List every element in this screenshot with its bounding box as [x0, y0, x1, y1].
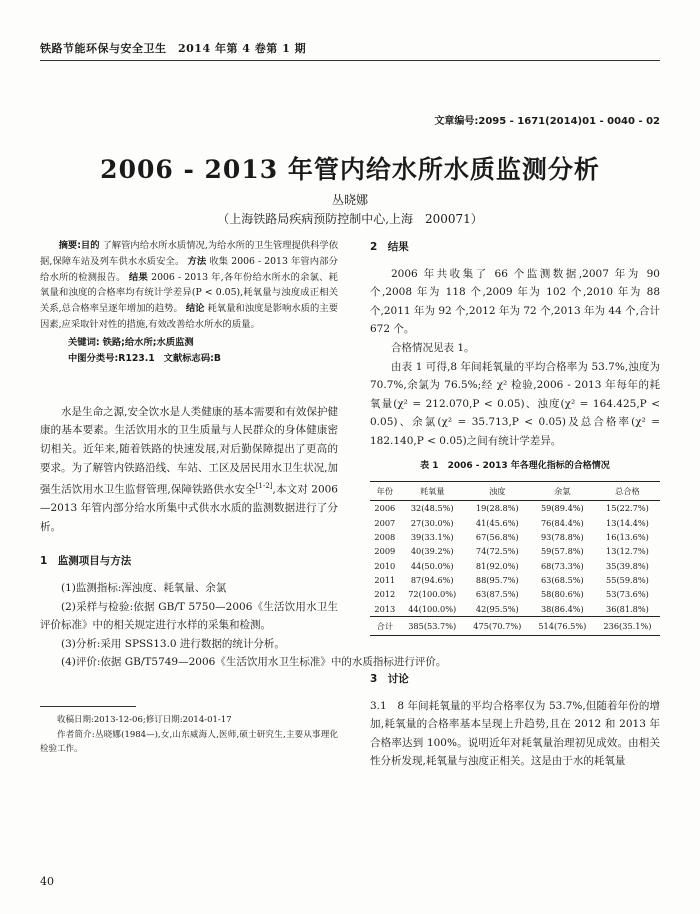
abstract — [40, 238, 338, 333]
abstract-result: 2006 - 2013 年,各年份给水所水的余氯、耗氧量和浊度的合格率均有统计学差异(P < 0.05),耗氧量与浊度成正相关关系,总合格率呈逐年增加的趋势。 — [40, 271, 338, 315]
classification — [40, 351, 338, 367]
table-row — [370, 516, 660, 530]
table-cell: 2013 — [374, 603, 396, 614]
table-cell: 32(48.5%) — [410, 503, 454, 514]
table-cell: 63(87.5%) — [475, 589, 519, 600]
table-cell: 2010 — [374, 560, 396, 571]
method-item-3: (3)分析:采用 SPSS13.0 进行数据的统计分析。 — [61, 637, 285, 650]
doc-code-value: B — [213, 352, 221, 364]
table-row — [370, 587, 660, 601]
table-cell: 19(28.8%) — [475, 503, 519, 514]
table-cell: 44(100.0%) — [408, 603, 457, 614]
table-cell: 16(13.6%) — [606, 532, 649, 543]
method-item-2: (2)采样与检验:依据 GB/T 5750—2006《生活饮用水卫生评价标准》中的相关规定进行水样的采集和检测。 — [40, 600, 338, 632]
results-paragraph-3: 由表 1 可得,8 年间耗氧量的平均合格率为 53.7%,浊度为 70.7%,余氯为 76.5%;经 χ² 检验,2006 - 2013 年每年的耗氧量(χ² = 212.070,P < 0.05)、浊度(χ² = 164.425,P < 0.05)、余氯(χ² = 35.713,P < 0.05)及总合格率(χ² = 182.140,P < 0.05)之间有统计学差异。 — [370, 360, 660, 447]
footnote-bio: 作者简介:丛晓娜(1984—),女,山东威海人,医师,硕士研究生,主要从事理化检验工作。 — [40, 729, 338, 754]
table-cell: 40(39.2%) — [410, 546, 454, 557]
keywords-text: 铁路;给水所;水质监测 — [102, 336, 194, 348]
table-cell: 236(35.1%) — [595, 616, 660, 635]
table-caption: 表 1 2006 - 2013 年各理化指标的合格情况 — [420, 460, 610, 471]
table-cell: 81(92.0%) — [475, 560, 519, 571]
footnote-rule — [40, 706, 136, 707]
table-cell: 93(78.8%) — [540, 532, 584, 543]
col-oxygen: 耗氧量 — [400, 482, 465, 501]
table-cell: 385(53.7%) — [400, 616, 465, 635]
table-cell: 67(56.8%) — [475, 532, 519, 543]
abstract-purpose: 了解管内给水所水质情况,为给水所的卫生管理提供科学依据,保障车站及列车供水水质安全。 — [40, 240, 338, 267]
table-cell: 2012 — [374, 589, 396, 600]
table-cell: 38(86.4%) — [540, 603, 584, 614]
results-paragraph-1: 2006 年共收集了 66 个监测数据,2007 年为 90 个,2008 年为 118 个,2009 年为 102 个,2010 年为 88 个,2011 年为 92 个,2012 年为 72 个,2013 年为 44 个,合计 672 个。 — [370, 267, 660, 336]
table-cell: 87(94.6%) — [410, 574, 454, 585]
affiliation: （上海铁路局疾病预防控制中心,上海 200071） — [217, 212, 483, 226]
table-cell: 44(50.0%) — [410, 560, 454, 571]
table-header-row — [370, 482, 660, 501]
table-row — [370, 530, 660, 544]
table-row — [370, 573, 660, 587]
section-2-heading: 2 结果 — [370, 241, 409, 253]
section-1-heading: 1 监测项目与方法 — [40, 555, 132, 568]
table-cell: 2009 — [374, 546, 396, 557]
table-row — [370, 544, 660, 558]
table-cell: 35(39.8%) — [606, 560, 649, 571]
table-cell: 2008 — [374, 532, 396, 543]
table-cell: 合计 — [370, 616, 400, 635]
table-cell: 59(89.4%) — [540, 503, 584, 514]
table-cell: 63(68.5%) — [540, 574, 584, 585]
clc-label: 中图分类号: — [68, 352, 119, 364]
table-cell: 68(73.3%) — [540, 560, 584, 571]
table-cell: 42(95.5%) — [475, 603, 519, 614]
table-cell: 74(72.5%) — [475, 546, 519, 557]
table-total-row — [370, 616, 660, 635]
intro-text-b: ,本文对 2006 —2013 年管内部分给水所集中式供水水质的监测数据进行了分析。 — [40, 483, 338, 533]
results-paragraph-2: 合格情况见表 1。 — [391, 341, 475, 354]
table-cell: 36(81.8%) — [606, 603, 649, 614]
paper-title: 2006 - 2013 年管内给水所水质监测分析 — [100, 155, 600, 184]
table-cell: 2011 — [374, 574, 396, 585]
table-row — [370, 501, 660, 516]
table-cell: 2006 — [374, 503, 396, 514]
table-cell: 514(76.5%) — [530, 616, 595, 635]
table-cell: 76(84.4%) — [540, 517, 584, 528]
table-1 — [370, 481, 660, 636]
right-column — [370, 238, 660, 771]
author: 丛晓娜 — [331, 193, 368, 207]
intro-paragraph — [40, 403, 338, 537]
table-row — [370, 602, 660, 617]
clc-value: R123.1 — [118, 352, 155, 364]
col-turbidity: 浊度 — [465, 482, 530, 501]
table-cell: 2007 — [374, 517, 396, 528]
table-cell: 13(14.4%) — [606, 517, 649, 528]
table-cell: 475(70.7%) — [465, 616, 530, 635]
table-cell: 59(57.8%) — [540, 546, 584, 557]
header-rule — [40, 60, 660, 61]
section-3-heading: 3 讨论 — [370, 673, 409, 686]
intro-text-a: 水是生命之源,安全饮水是人类健康的基本需要和有效保护健康的基本要素。生活饮用水的卫生质量与人民群众的身体健康密切相关。近年来,随着铁路的快速发展,对后勤保障提出了更高的要求。为了解管内铁路沿线、车站、工区及居民用水卫生状况,加强生活饮用水卫生监督管理,保障铁路供水安全 — [40, 405, 338, 496]
table-cell: 41(45.6%) — [475, 517, 519, 528]
col-chlorine: 余氯 — [530, 482, 595, 501]
keywords-label: 关键词: — [68, 336, 100, 348]
conclusion-label: 结论 — [185, 303, 205, 315]
table-row — [370, 559, 660, 573]
abstract-label: 摘要:目的 — [58, 240, 100, 251]
method-label: 方法 — [187, 255, 207, 267]
table-cell: 88(95.7%) — [475, 574, 519, 585]
table-cell: 39(33.1%) — [410, 532, 454, 543]
article-number: 文章编号:2095 - 1671(2014)01 - 0040 - 02 — [434, 116, 660, 127]
running-head: 铁路节能环保与安全卫生 2014 年第 4 卷第 1 期 — [40, 42, 307, 55]
result-label: 结果 — [128, 271, 148, 283]
col-year: 年份 — [370, 482, 400, 501]
table-cell: 13(12.7%) — [606, 546, 649, 557]
abstract-method: 收集 2006 - 2013 年管内部分给水所的检测报告。 — [40, 255, 338, 283]
table-cell: 72(100.0%) — [408, 589, 457, 600]
abstract-conclusion: 耗氧量和浊度是影响水质的主要因素,应采取针对性的措施,有效改善给水所水的质量。 — [40, 303, 338, 330]
table-cell: 27(30.0%) — [410, 517, 454, 528]
keywords — [40, 335, 338, 351]
page-number: 40 — [40, 875, 54, 888]
table-cell: 55(59.8%) — [606, 574, 649, 585]
doc-code-label: 文献标志码: — [163, 352, 214, 364]
table-cell: 58(80.6%) — [540, 589, 584, 600]
discussion-paragraph: 3.1 8 年间耗氧量的平均合格率仅为 53.7%,但随着年份的增加,耗氧量的合格率基本呈现上升趋势,且在 2012 和 2013 年合格率达到 100%。说明近年对耗氧量治理初见成效。由相关性分析发现,耗氧量与浊度正相关。这是由于水的耗氧量 — [370, 699, 660, 768]
table-cell: 15(22.7%) — [606, 503, 649, 514]
method-item-1: (1)监测指标:浑浊度、耗氧量、余氯 — [61, 582, 227, 595]
table-cell: 53(73.6%) — [606, 589, 649, 600]
col-total: 总合格 — [595, 482, 660, 501]
footnote-dates: 收稿日期:2013-12-06;修订日期:2014-01-17 — [57, 715, 232, 725]
method-item-4: (4)评价:依据 GB/T5749—2006《生活饮用水卫生标准》中的水质指标进行评价。 — [61, 656, 447, 669]
citation: [1-2] — [255, 482, 273, 491]
